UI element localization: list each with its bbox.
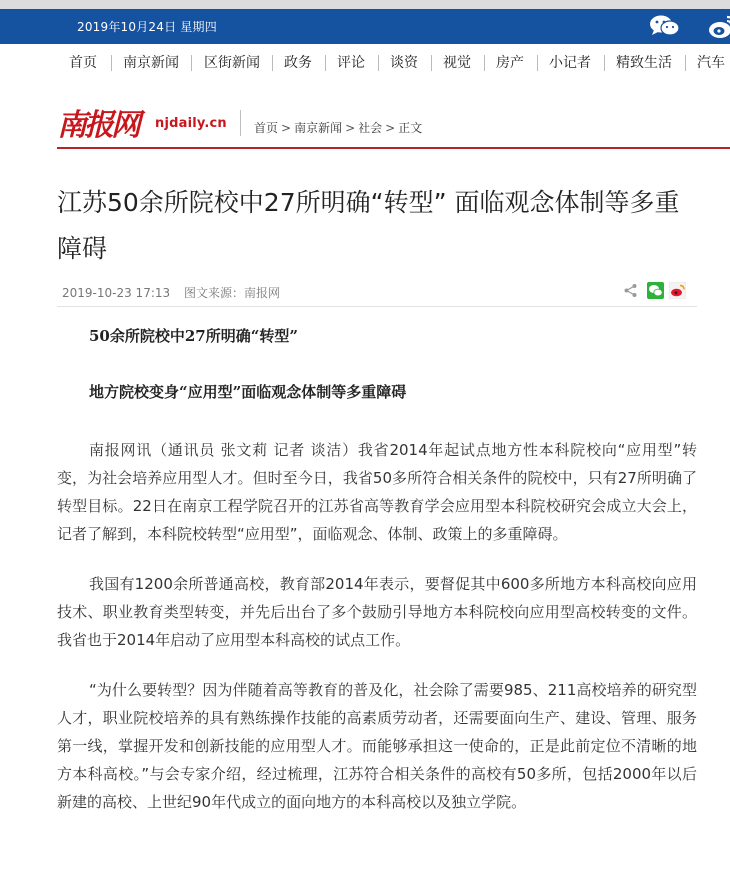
nav-item-home[interactable]: 首页 <box>69 55 97 71</box>
article-subtitle: 50余所院校中27所明确“转型” <box>89 327 299 345</box>
article-datetime: 2019-10-23 17:13 <box>62 286 171 300</box>
nav-item-lifestyle[interactable]: 精致生活 <box>616 55 672 71</box>
nav-item-district-news[interactable]: 区街新闻 <box>204 55 260 71</box>
article-subtitle: 地方院校变身“应用型”面临观念体制等多重障碍 <box>89 383 407 401</box>
nav-separator <box>484 55 485 71</box>
current-date: 2019年10月24日 星期四 <box>77 20 217 34</box>
breadcrumb: 首页 > 南京新闻 > 社会 > 正文 <box>254 121 423 135</box>
logo-text-cn: 南报网 <box>57 108 138 143</box>
share-icon[interactable] <box>622 282 639 299</box>
meta-divider <box>57 306 697 307</box>
weibo-share-icon[interactable] <box>669 282 686 299</box>
article-title: 江苏50余所院校中27所明确“转型” 面临观念体制等多重障碍 <box>57 188 680 263</box>
nav-separator <box>537 55 538 71</box>
article-body <box>57 324 697 838</box>
nav-separator <box>685 55 686 71</box>
nav-item-young-reporter[interactable]: 小记者 <box>549 55 591 71</box>
header-divider <box>240 110 241 136</box>
nav-separator <box>378 55 379 71</box>
article-meta <box>62 284 280 301</box>
nav-separator <box>431 55 432 71</box>
breadcrumb-society[interactable]: 社会 <box>358 121 383 135</box>
top-date-bar <box>0 9 730 44</box>
site-logo[interactable] <box>57 100 232 142</box>
browser-top-strip <box>0 0 730 9</box>
breadcrumb-home[interactable]: 首页 <box>254 121 279 135</box>
nav-separator <box>191 55 192 71</box>
logo-text-en: njdaily.cn <box>155 116 227 131</box>
article-paragraph: 我国有1200余所普通高校，教育部2014年表示，要督促其中600多所地方本科高校向应用技术、职业教育类型转变，并先后出台了多个鼓励引导地方本科院校向应用型高校转变的文件。我省也于2014年启动了应用型本科高校的试点工作。 <box>57 575 697 649</box>
nav-separator <box>325 55 326 71</box>
nav-separator <box>111 55 112 71</box>
nav-item-commentary[interactable]: 评论 <box>337 55 365 71</box>
wechat-icon[interactable] <box>649 14 681 38</box>
main-nav <box>57 46 730 80</box>
nav-separator <box>604 55 605 71</box>
nav-item-auto[interactable]: 汽车 <box>697 55 725 71</box>
breadcrumb-nanjing-news[interactable]: 南京新闻 <box>294 121 343 135</box>
nav-item-visual[interactable]: 视觉 <box>443 55 471 71</box>
nav-item-real-estate[interactable]: 房产 <box>496 55 524 71</box>
weibo-icon[interactable] <box>708 14 730 40</box>
nav-item-nanjing-news[interactable]: 南京新闻 <box>123 55 179 71</box>
nav-item-talk[interactable]: 谈资 <box>390 55 418 71</box>
nav-separator <box>272 55 273 71</box>
breadcrumb-current: 正文 <box>398 121 423 135</box>
wechat-share-icon[interactable] <box>647 282 664 299</box>
article-source: 图文来源：南报网 <box>183 286 280 300</box>
nav-item-government[interactable]: 政务 <box>284 55 312 71</box>
header-rule <box>57 147 730 149</box>
article-paragraph: “为什么要转型？因为伴随着高等教育的普及化，社会除了需要985、211高校培养的研究型人才，职业院校培养的具有熟练操作技能的高素质劳动者，还需要面向生产、建设、管理、服务第一线，掌握开发和创新技能的应用型人才。而能够承担这一使命的，正是此前定位不清晰的地方本科高校。”与会专家介绍，经过梳理，江苏符合相关条件的高校有50多所，包括2000年以后新建的高校、上世纪90年代成立的面向地方的本科高校以及独立学院。 <box>57 681 697 811</box>
article-paragraph: 南报网讯（通讯员 张文莉 记者 谈洁）我省2014年起试点地方性本科院校向“应用型”转变，为社会培养应用型人才。但时至今日，我省50多所符合相关条件的院校中，只有27所明确了转型目标。22日在南京工程学院召开的江苏省高等教育学会应用型本科院校研究会成立大会上，记者了解到，本科院校转型“应用型”，面临观念、体制、政策上的多重障碍。 <box>57 441 697 543</box>
